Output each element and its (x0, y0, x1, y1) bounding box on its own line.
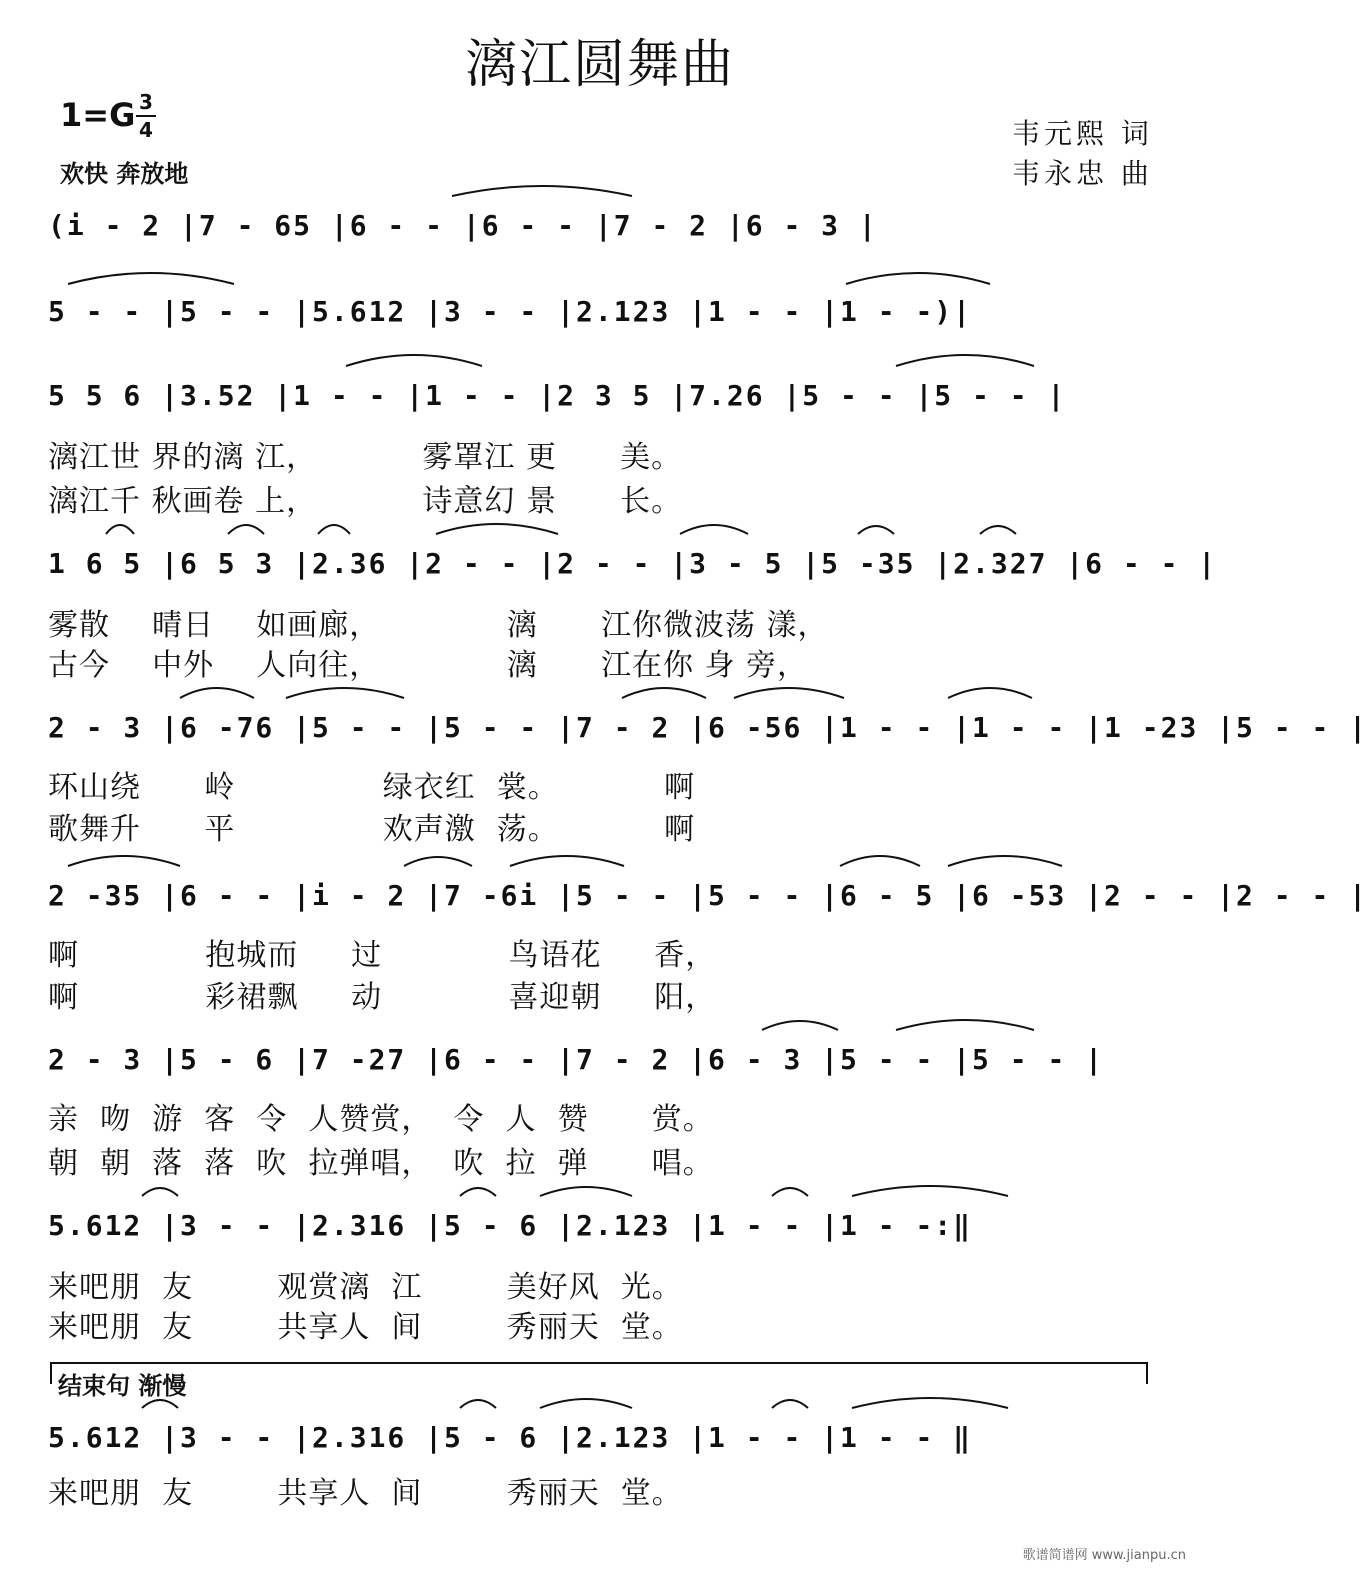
lyric-row-5-verse-2: 歌舞升 平 欢声激 荡。 啊 (48, 812, 696, 847)
ending-label: 结束句 渐慢 (58, 1372, 187, 1400)
staff-row-3 (48, 376, 1160, 432)
tempo-marking: 欢快 奔放地 (60, 160, 189, 188)
slur (68, 856, 180, 866)
staff-row-6 (48, 876, 1368, 932)
slur (460, 1188, 496, 1196)
lyric-row-4-verse-1: 雾散 晴日 如画廊， 漓 江你微波荡 漾， (48, 608, 829, 643)
slur (896, 355, 1034, 366)
slur (772, 1188, 808, 1196)
lyric-row-3-verse-1: 漓江世 界的漓 江， 雾罩江 更 美。 (48, 440, 683, 475)
staff-row-7 (48, 1040, 1160, 1096)
lyric-row-4-verse-2: 古今 中外 人向往， 漓 江在你 身 旁， (48, 648, 809, 683)
lyric-row-3-verse-2: 漓江千 秋画卷 上， 诗意幻 景 长。 (48, 484, 683, 519)
slur (846, 273, 990, 284)
slur (622, 688, 706, 698)
meter-top: 3 (139, 90, 153, 114)
watermark: 歌谱简谱网 www.jianpu.cn (1022, 1548, 1186, 1563)
slur (228, 525, 264, 534)
slur (510, 856, 624, 866)
slur (734, 688, 844, 698)
slur (852, 1398, 1008, 1408)
meter-line (136, 115, 156, 117)
staff-row-1 (48, 206, 1160, 262)
slur (980, 526, 1016, 534)
slur (852, 1186, 1008, 1196)
lyric-row-5-verse-1: 环山绕 岭 绿衣红 裳。 啊 (48, 770, 696, 805)
slur (286, 688, 404, 698)
staff-row-2 (48, 292, 1160, 348)
slur (318, 525, 350, 534)
slur (106, 525, 134, 534)
slur (142, 1400, 178, 1408)
notes-row-9: 5.612 |3 - - |2.316 |5 - 6 |2.123 |1 - - |1 - - ‖ (48, 1421, 973, 1454)
time-signature (136, 90, 156, 142)
notes-row-2: 5 - - |5 - - |5.612 |3 - - |2.123 |1 - - |1 - -)| (48, 295, 973, 328)
notes-row-3: 5 5 6 |3.52 |1 - - |1 - - |2 3 5 |7.26 |5 - - |5 - - | (48, 379, 1067, 412)
slur (680, 525, 748, 534)
lyric-row-7-verse-1: 亲 吻 游 客 令 人赞赏， 令 人 赞 赏。 (48, 1102, 714, 1137)
slur (840, 856, 920, 866)
notes-row-6: 2 -35 |6 - - |i - 2 |7 -6i |5 - - |5 - - |6 - 5 |6 -53 |2 - - |2 - - | (48, 879, 1368, 912)
notes-row-5: 2 - 3 |6 -76 |5 - - |5 - - |7 - 2 |6 -56 |1 - - |1 - - |1 -23 |5 - - | (48, 711, 1368, 744)
staff-row-9 (48, 1418, 1160, 1474)
slur (540, 1187, 632, 1196)
slur (772, 1400, 808, 1408)
staff-row-5 (48, 708, 1368, 764)
lyric-row-8-verse-1: 来吧朋 友 观赏漓 江 美好风 光。 (48, 1270, 683, 1305)
staff-row-4 (48, 544, 1218, 600)
lyric-row-6-verse-1: 啊 抱城而 过 鸟语花 香， (48, 938, 717, 973)
lyric-row-9-verse-1: 来吧朋 友 共享人 间 秀丽天 堂。 (48, 1476, 683, 1511)
lyric-row-8-verse-2: 来吧朋 友 共享人 间 秀丽天 堂。 (48, 1310, 683, 1345)
composer-credit: 韦永忠 曲 (1012, 157, 1153, 190)
slur (762, 1021, 838, 1030)
song-title: 漓江圆舞曲 (464, 35, 735, 95)
slur (858, 526, 894, 534)
lyric-row-7-verse-2: 朝 朝 落 落 吹 拉弹唱， 吹 拉 弹 唱。 (48, 1146, 714, 1181)
notes-row-8: 5.612 |3 - - |2.316 |5 - 6 |2.123 |1 - - |1 - -:‖ (48, 1209, 973, 1242)
ending-bracket (50, 1362, 1148, 1384)
slur (142, 1188, 178, 1196)
lyricist-credit: 韦元熙 词 (1012, 117, 1153, 150)
slur (180, 688, 254, 698)
slur (452, 186, 632, 196)
notes-row-4: 1 6 5 |6 5 3 |2.36 |2 - - |2 - - |3 - 5 |5 -35 |2.327 |6 - - | (48, 547, 1218, 580)
key-signature: 1=G (60, 96, 136, 134)
slur (346, 355, 482, 366)
slur (948, 856, 1062, 866)
notes-row-1: (i - 2 |7 - 65 |6 - - |6 - - |7 - 2 |6 - 3 | (48, 209, 878, 242)
slur (436, 524, 558, 534)
staff-row-8 (48, 1206, 1160, 1262)
slur (68, 273, 234, 284)
slur (404, 857, 472, 866)
slur (540, 1399, 632, 1408)
lyric-row-6-verse-2: 啊 彩裙飘 动 喜迎朝 阳， (48, 980, 717, 1015)
notes-row-7: 2 - 3 |5 - 6 |7 -27 |6 - - |7 - 2 |6 - 3 |5 - - |5 - - | (48, 1043, 1105, 1076)
slur (896, 1020, 1034, 1030)
meter-bottom: 4 (139, 118, 153, 142)
slur (948, 688, 1032, 698)
slur (460, 1400, 496, 1408)
